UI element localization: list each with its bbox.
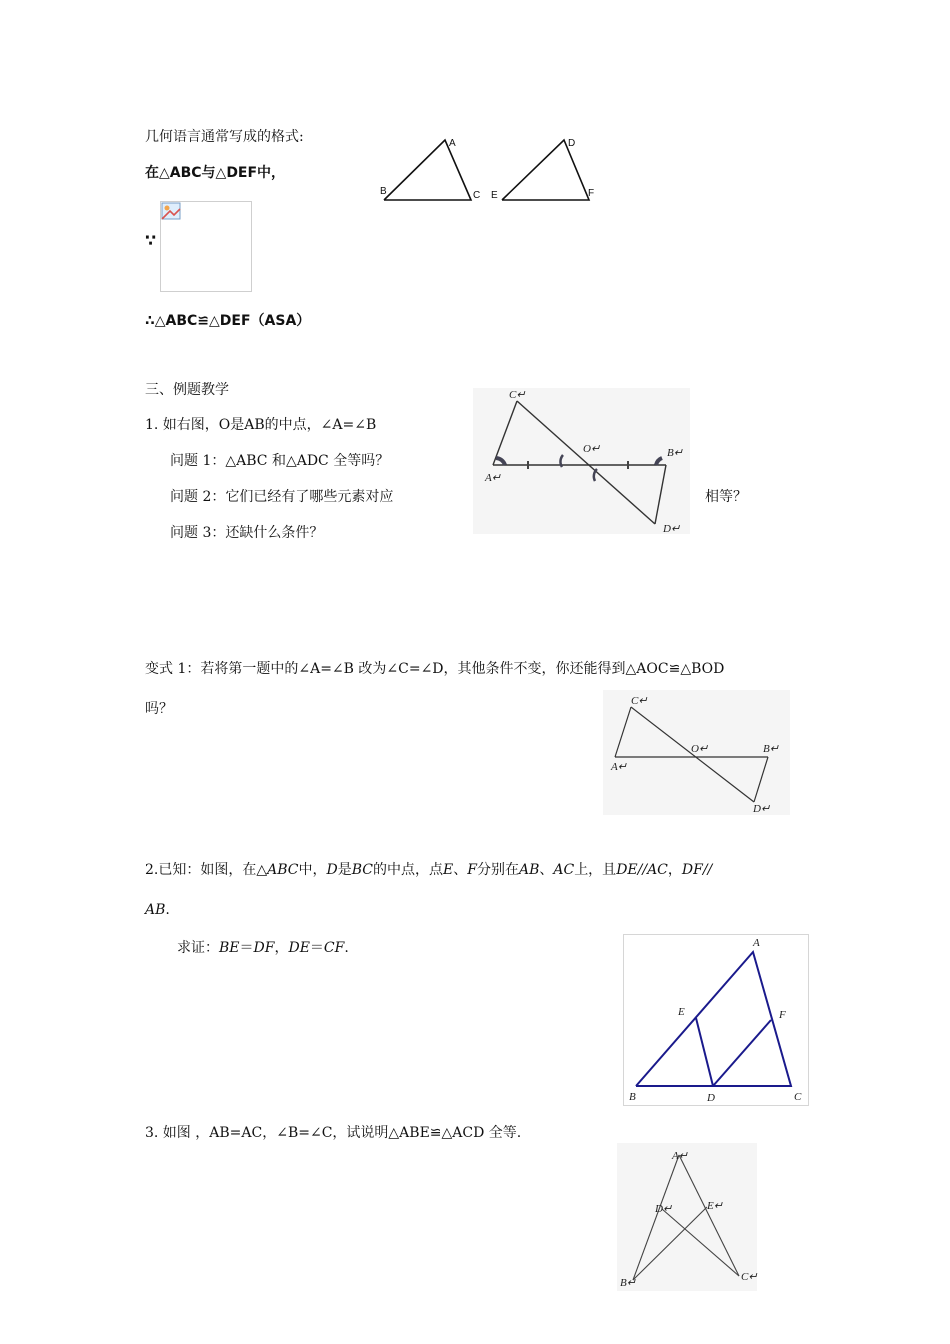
figure-4: [617, 1143, 757, 1291]
conclusion-line: ∴△ABC≌△DEF（ASA）: [145, 313, 311, 329]
label-f: F: [588, 188, 595, 199]
label-c: C: [473, 190, 481, 201]
fig3-label-a: A: [753, 937, 760, 949]
prove-label: 求证：: [177, 940, 219, 956]
q2-text-i: 上，且: [574, 862, 617, 878]
prove-cf: CF: [323, 940, 345, 956]
prove-eq-1: ＝: [239, 940, 254, 956]
label-a: A: [449, 138, 456, 149]
fig2-label-d: D↵: [753, 803, 771, 815]
fig1-label-c: C↵: [509, 389, 526, 401]
because-symbol: ∵: [145, 231, 157, 250]
q2-text-e: 的中点，点: [373, 862, 443, 878]
q2-segment-bc: BC: [351, 862, 373, 878]
q2-text-c: 是: [337, 862, 352, 878]
q2-text-j: ，: [667, 862, 682, 878]
q2-point-e: E: [443, 862, 454, 878]
q2-point-f: F: [467, 862, 477, 878]
question-1: 1. 如右图，O是AB的中点，∠A=∠B: [145, 417, 377, 433]
q2-df-parallel: DF//: [681, 862, 713, 878]
format-line: 几何语言通常写成的格式:: [145, 129, 304, 145]
figure-1: [473, 388, 690, 534]
figure-3: [623, 934, 809, 1106]
fig3-label-b: B: [629, 1091, 636, 1103]
section-heading: 三、例题教学: [145, 382, 229, 398]
q2-point-d: D: [326, 862, 338, 878]
q2-line2-end: .: [165, 902, 170, 918]
prove-eq-2: ＝: [309, 940, 324, 956]
figure-2: [603, 690, 790, 815]
q2-text-a: 2.已知：如图，在△: [145, 862, 268, 878]
q2-text-b: 中，: [298, 862, 327, 878]
question-3: 3. 如图 ，AB=AC，∠B=∠C，试说明△ABE≌△ACD 全等.: [145, 1125, 522, 1141]
q2-text-g: 分别在: [476, 862, 519, 878]
fig2-label-c: C↵: [631, 695, 648, 707]
fig3-label-c: C: [794, 1091, 802, 1103]
variant-1-line2: 吗？: [145, 701, 173, 717]
problem-3: 问题 3：还缺什么条件？: [170, 525, 324, 541]
variant-1-line1: 变式 1：若将第一题中的∠A=∠B 改为∠C=∠D，其他条件不变，你还能得到△AOC≌△BOD: [145, 661, 725, 677]
prove-df: DF: [253, 940, 275, 956]
question-2-prove: [177, 939, 349, 957]
fig4-label-e: E↵: [707, 1200, 723, 1212]
prove-end: .: [344, 940, 349, 956]
prove-comma: ，: [274, 940, 289, 956]
problem-1: 问题 1：△ABC 和△ADC 全等吗？: [170, 453, 390, 469]
q2-line2-ab: AB: [145, 902, 166, 918]
q2-triangle-abc: ABC: [267, 862, 299, 878]
fig2-label-o: O↵: [691, 743, 709, 755]
in-triangles-line: 在△ABC与△DEF中，: [145, 165, 286, 181]
fig4-label-a: A↵: [672, 1150, 688, 1162]
broken-image-icon: [161, 202, 181, 220]
q2-segment-ac: AC: [553, 862, 575, 878]
q2-segment-ab: AB: [518, 862, 540, 878]
problem-2-end: 相等？: [705, 489, 747, 505]
triangle-def: [502, 140, 589, 200]
prove-de: DE: [288, 940, 310, 956]
fig3-label-e: E: [678, 1006, 685, 1018]
label-b: B: [380, 186, 387, 197]
fig4-label-b: B↵: [620, 1277, 636, 1289]
triangle-abc: [384, 140, 471, 200]
fig3-label-d: D: [707, 1092, 715, 1104]
fig3-label-f: F: [779, 1009, 786, 1021]
triangle-figures: [378, 134, 608, 206]
label-e: E: [491, 190, 498, 201]
fig1-label-a: A↵: [485, 472, 501, 484]
prove-be: BE: [219, 940, 240, 956]
fig4-label-d: D↵: [655, 1203, 673, 1215]
fig2-label-b: B↵: [763, 743, 779, 755]
q2-text-h: 、: [539, 862, 554, 878]
problem-2: 问题 2：它们已经有了哪些元素对应: [170, 489, 394, 505]
missing-image-placeholder: [160, 201, 252, 292]
fig2-label-a: A↵: [611, 761, 627, 773]
fig1-label-o: O↵: [583, 443, 601, 455]
q2-de-parallel-ac: DE//AC: [616, 862, 668, 878]
q2-text-f: 、: [453, 862, 468, 878]
fig1-label-d: D↵: [663, 523, 681, 535]
question-2-line2: [145, 901, 170, 919]
label-d: D: [568, 138, 576, 149]
fig1-label-b: B↵: [667, 447, 683, 459]
fig4-label-c: C↵: [741, 1271, 758, 1283]
question-2-line1: [145, 861, 712, 879]
